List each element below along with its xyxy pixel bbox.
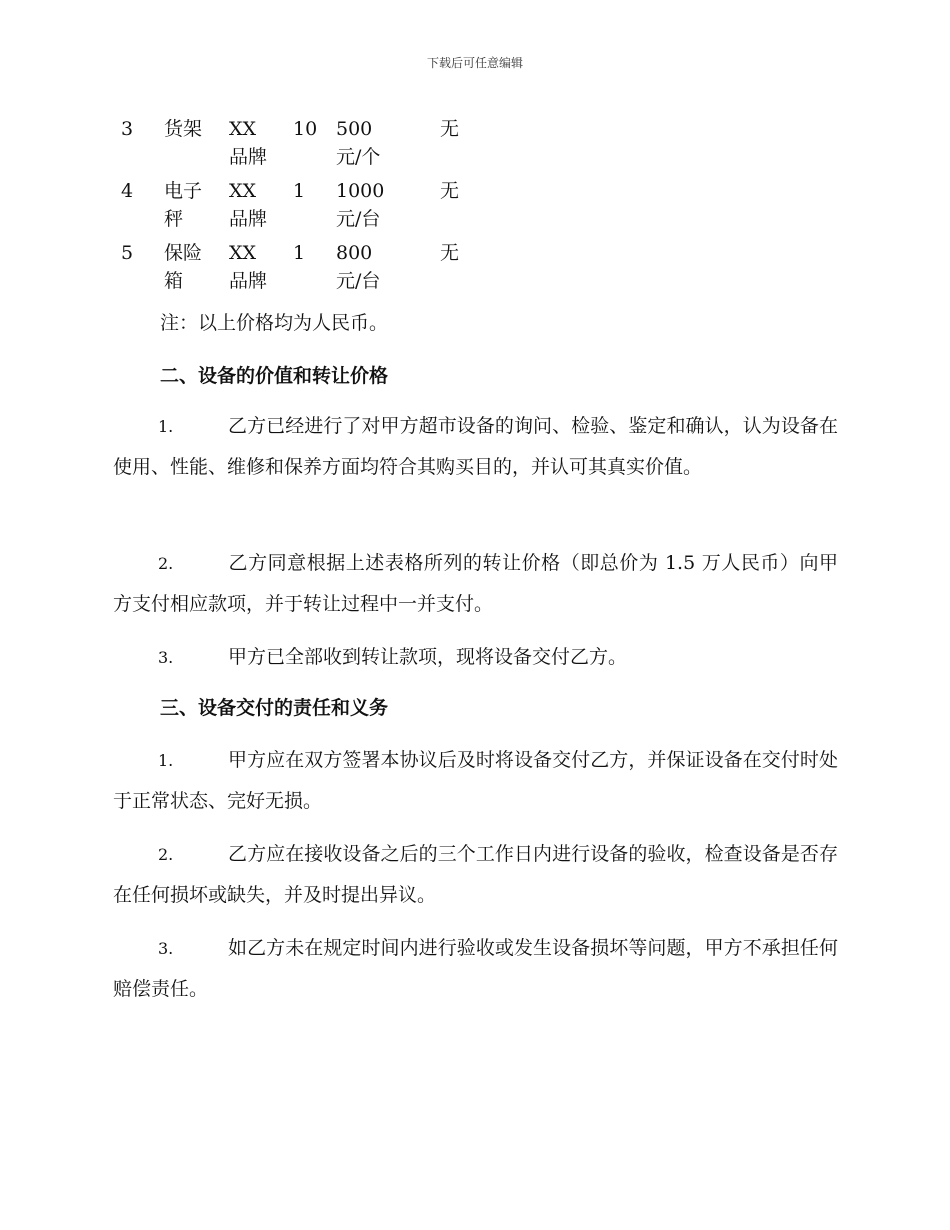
clause-number: 3. (158, 648, 174, 667)
table-cell-no: 3 (121, 118, 134, 140)
table-cell-brand: 品牌 (229, 146, 268, 168)
table-cell-brand: XX (229, 180, 257, 202)
table-cell-price: 元/台 (336, 208, 381, 230)
table-cell-remark: 无 (440, 242, 460, 264)
clause-text: 乙方已经进行了对甲方超市设备的询问、检验、鉴定和确认，认为设备在使用、性能、维修和保养方面均符合其购买目的，并认可其真实价值。 (113, 415, 838, 478)
table-cell-no: 5 (121, 242, 134, 264)
table-cell-remark: 无 (440, 118, 460, 140)
clause-number: 1. (158, 417, 174, 436)
table-cell-price: 元/个 (336, 146, 381, 168)
section-heading: 三、设备交付的责任和义务 (160, 697, 389, 719)
table-cell-brand: 品牌 (229, 270, 268, 292)
table-cell-no: 4 (121, 180, 134, 202)
clause-text: 如乙方未在规定时间内进行验收或发生设备损坏等问题，甲方不承担任何赔偿责任。 (113, 937, 838, 1000)
table-cell-price: 500 (336, 118, 373, 140)
table-cell-price: 800 (336, 242, 373, 264)
table-cell-remark: 无 (440, 180, 460, 202)
clause-paragraph (113, 834, 838, 915)
table-cell-name: 保险 (164, 242, 203, 264)
clause-paragraph (113, 406, 838, 487)
clause-text: 乙方同意根据上述表格所列的转让价格（即总价为 1.5 万人民币）向甲方支付相应款项，并于转让过程中一并支付。 (113, 552, 838, 615)
table-cell-name: 电子 (164, 180, 203, 202)
clause-text: 甲方应在双方签署本协议后及时将设备交付乙方，并保证设备在交付时处于正常状态、完好无损。 (113, 749, 838, 812)
table-cell-name: 货架 (164, 118, 203, 140)
clause-paragraph (113, 637, 838, 678)
table-cell-brand: 品牌 (229, 208, 268, 230)
clause-paragraph (113, 543, 838, 624)
page-header: 下载后可任意编辑 (426, 56, 523, 70)
table-cell-name: 秤 (164, 208, 184, 230)
clause-text: 乙方应在接收设备之后的三个工作日内进行设备的验收，检查设备是否存在任何损坏或缺失，并及时提出异议。 (113, 843, 838, 906)
clause-number: 2. (158, 845, 174, 864)
clause-number: 2. (158, 554, 174, 573)
clause-number: 1. (158, 751, 174, 770)
table-cell-name: 箱 (164, 270, 184, 292)
price-note: 注：以上价格均为人民币。 (160, 312, 389, 334)
table-cell-brand: XX (229, 242, 257, 264)
table-cell-qty: 10 (293, 118, 318, 140)
table-cell-qty: 1 (293, 180, 306, 202)
clause-paragraph (113, 740, 838, 821)
clause-text: 甲方已全部收到转让款项，现将设备交付乙方。 (228, 646, 628, 668)
clause-number: 3. (158, 939, 174, 958)
section-heading: 二、设备的价值和转让价格 (160, 365, 389, 387)
clause-paragraph (113, 928, 838, 1009)
table-cell-qty: 1 (293, 242, 306, 264)
table-cell-price: 1000 (336, 180, 385, 202)
table-cell-price: 元/台 (336, 270, 381, 292)
table-cell-brand: XX (229, 118, 257, 140)
